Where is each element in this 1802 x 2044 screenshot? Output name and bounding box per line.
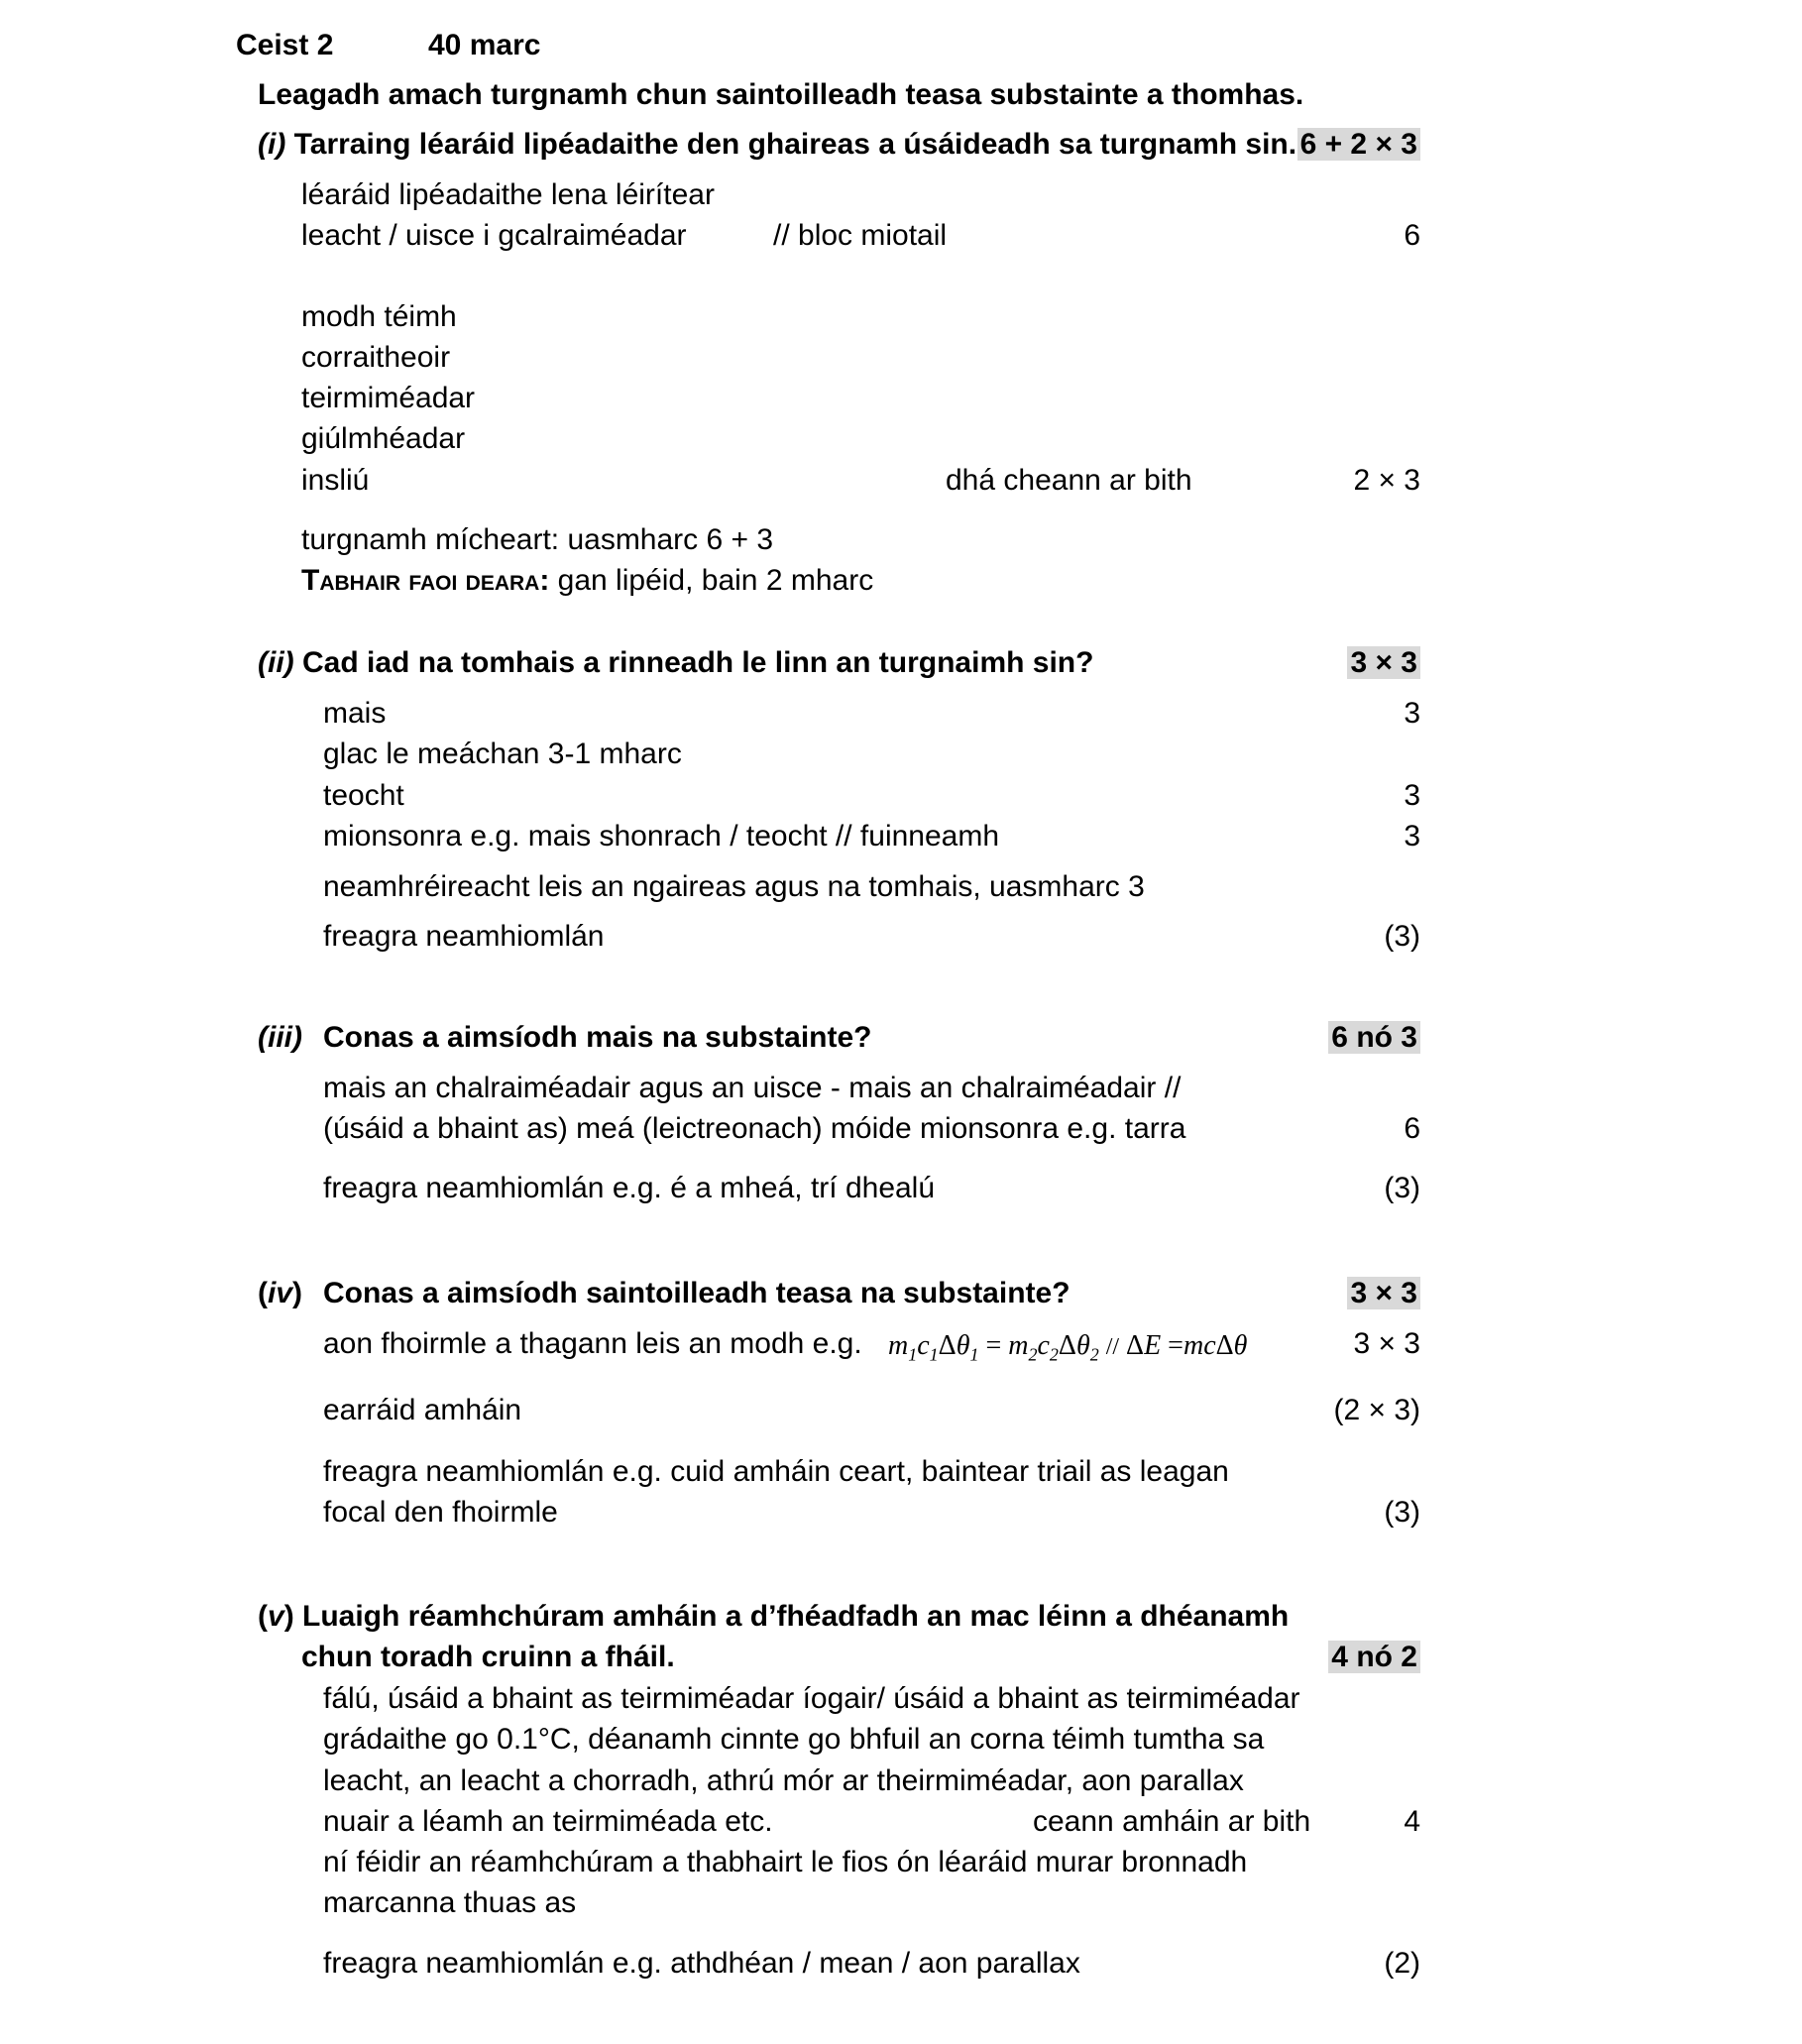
answer-line: earráid amháin bbox=[323, 1394, 522, 1426]
part-i-question-text: Tarraing léaráid lipéadaithe den ghaireas a úsáideadh sa turgnamh sin. bbox=[293, 128, 1297, 161]
answer-line: aon fhoirmle a thagann leis an modh e.g. bbox=[323, 1327, 862, 1360]
answer-line: glac le meáchan 3-1 mharc bbox=[323, 738, 682, 770]
part-i-marks: 6 + 2 × 3 bbox=[1297, 127, 1420, 163]
answer-line: freagra neamhiomlán e.g. cuid amháin ceart, baintear triail as leagan bbox=[323, 1455, 1229, 1488]
answer-line: mais bbox=[323, 697, 387, 730]
part-ii-question bbox=[258, 645, 1093, 681]
answer-line: focal den fhoirmle bbox=[323, 1496, 558, 1529]
answer-line: grádaithe go 0.1°C, déanamh cinnte go bhfuil an corna téimh tumtha sa bbox=[323, 1723, 1265, 1756]
part-iv-number: (iv) bbox=[258, 1277, 303, 1309]
part-i-number: (i) bbox=[258, 128, 286, 161]
answer-line: teocht bbox=[323, 779, 404, 812]
answer-line: leacht / uisce i gcalraiméadar bbox=[301, 219, 687, 252]
part-ii-question-text: Cad iad na tomhais a rinneadh le linn an turgnaimh sin? bbox=[302, 646, 1094, 679]
answer-line: (úsáid a bhaint as) meá (leictreonach) móide mionsonra e.g. tarra bbox=[323, 1112, 1186, 1145]
part-v-question-cont: chun toradh cruinn a fháil. bbox=[301, 1641, 675, 1673]
part-iv-marks: 3 × 3 bbox=[1347, 1276, 1420, 1311]
list-item: modh téimh bbox=[301, 300, 457, 333]
part-iii-marks: 6 nó 3 bbox=[1328, 1020, 1420, 1056]
answer-line: ní féidir an réamhchúram a thabhairt le fios ón léaráid murar bronnadh bbox=[323, 1846, 1248, 1878]
answer-marks: 3 bbox=[1404, 820, 1420, 852]
answer-marks: (3) bbox=[1384, 920, 1420, 953]
answer-line: freagra neamhiomlán e.g. é a mheá, trí dhealú bbox=[323, 1172, 936, 1204]
part-iv-question: Conas a aimsíodh saintoilleadh teasa na substainte? bbox=[323, 1277, 1070, 1309]
list-item: corraitheoir bbox=[301, 341, 451, 374]
part-ii-marks: 3 × 3 bbox=[1347, 645, 1420, 681]
answer-line: turgnamh mícheart: uasmharc 6 + 3 bbox=[301, 523, 774, 556]
answer-marks: 3 bbox=[1404, 697, 1420, 730]
answer-marks: 2 × 3 bbox=[1353, 464, 1420, 497]
answer-marks: (3) bbox=[1384, 1496, 1420, 1529]
part-iii-number: (iii) bbox=[258, 1021, 302, 1054]
part-v-marks: 4 nó 2 bbox=[1328, 1640, 1420, 1675]
part-ii-number: (ii) bbox=[258, 646, 294, 679]
answer-marks: 6 bbox=[1404, 219, 1420, 252]
answer-line: ceann amháin ar bith bbox=[1033, 1805, 1311, 1838]
answer-line: freagra neamhiomlán e.g. athdhéan / mean / aon parallax bbox=[323, 1947, 1080, 1980]
part-i-question bbox=[258, 127, 1296, 163]
answer-marks: 3 bbox=[1404, 779, 1420, 812]
list-item: insliú bbox=[301, 464, 370, 497]
list-item: giúlmhéadar bbox=[301, 422, 466, 455]
question-marks: 40 marc bbox=[428, 29, 541, 61]
answer-line: dhá cheann ar bith bbox=[946, 464, 1192, 497]
answer-line: freagra neamhiomlán bbox=[323, 920, 605, 953]
list-item: teirmiméadar bbox=[301, 382, 476, 414]
part-iii-question: Conas a aimsíodh mais na substainte? bbox=[323, 1021, 872, 1054]
question-number: Ceist 2 bbox=[236, 29, 334, 61]
answer-line: mionsonra e.g. mais shonrach / teocht // fuinneamh bbox=[323, 820, 1000, 852]
answer-marks: (2) bbox=[1384, 1947, 1420, 1980]
answer-marks: 6 bbox=[1404, 1112, 1420, 1145]
answer-marks: (2 × 3) bbox=[1333, 1394, 1420, 1426]
answer-line: marcanna thuas as bbox=[323, 1886, 577, 1919]
answer-line: neamhréireacht leis an ngaireas agus na tomhais, uasmharc 3 bbox=[323, 870, 1145, 903]
answer-line: // bloc miotail bbox=[773, 219, 948, 252]
answer-line: mais an chalraiméadair agus an uisce - mais an chalraiméadair // bbox=[323, 1072, 1182, 1104]
answer-marks: (3) bbox=[1384, 1172, 1420, 1204]
formula: $m_1c_1\Delta\theta_1 = m_2c_2\Delta\theta_2 // \Delta E =mc\Delta\theta$ bbox=[888, 1330, 1248, 1365]
note-line: Tabhair faoi deara: gan lipéid, bain 2 mharc bbox=[301, 564, 874, 597]
question-intro: Leagadh amach turgnamh chun saintoilleadh teasa substainte a thomhas. bbox=[258, 78, 1304, 111]
answer-marks: 4 bbox=[1404, 1805, 1420, 1838]
answer-line: fálú, úsáid a bhaint as teirmiméadar íogair/ úsáid a bhaint as teirmiméadar bbox=[323, 1682, 1300, 1715]
part-v-question: (v) Luaigh réamhchúram amháin a d’fhéadfadh an mac léinn a dhéanamh bbox=[258, 1600, 1290, 1633]
answer-line: leacht, an leacht a chorradh, athrú mór ar theirmiméadar, aon parallax bbox=[323, 1764, 1244, 1797]
answer-line: nuair a léamh an teirmiméada etc. bbox=[323, 1805, 773, 1838]
answer-line: léaráid lipéadaithe lena léirítear bbox=[301, 178, 715, 211]
answer-marks: 3 × 3 bbox=[1353, 1327, 1420, 1360]
